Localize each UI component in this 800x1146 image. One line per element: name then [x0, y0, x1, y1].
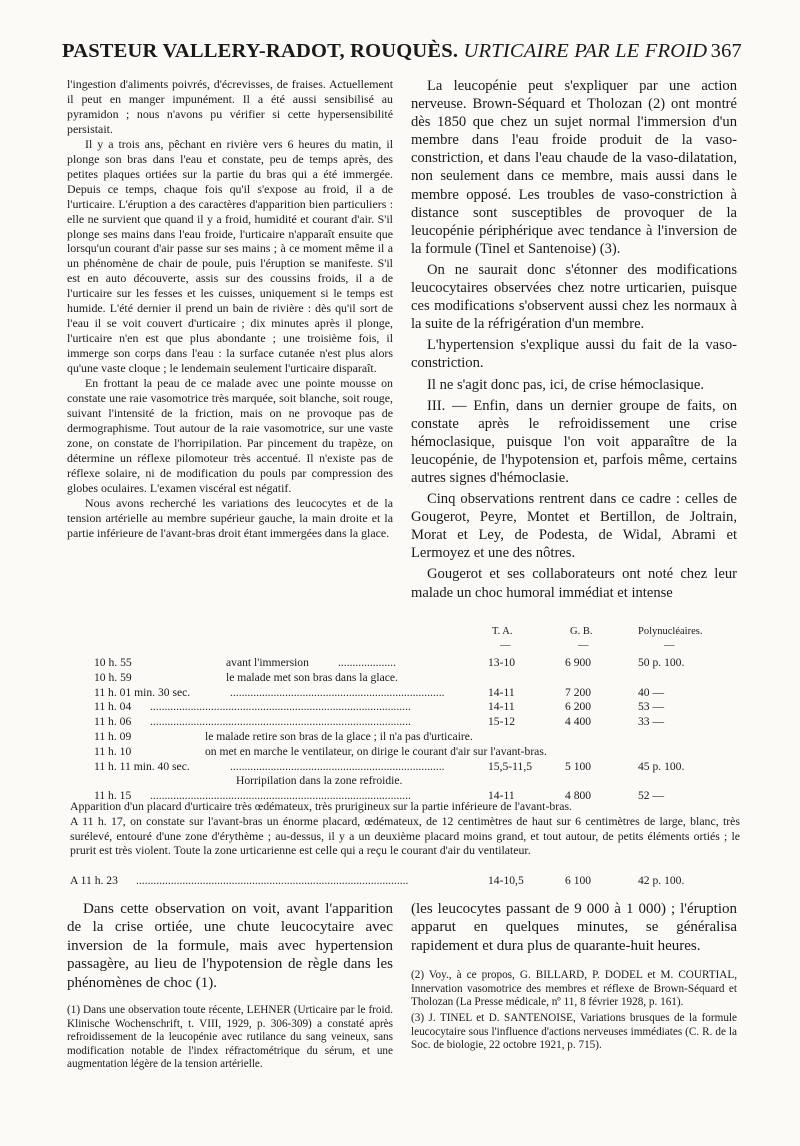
paragraph: Nous avons recherché les variations des leucocytes et de la tension artérielle au membre supérieur gauche, la main droite et la partie inférieure de l'avant-bras droit étant immergées dans la glace.	[67, 495, 393, 540]
row-dots: ....................	[338, 656, 396, 669]
table-row	[70, 874, 738, 889]
row-poly: 52 —	[638, 789, 665, 803]
left-column-top	[67, 77, 393, 541]
row-time: 11 h. 10	[94, 744, 132, 758]
table-note-2: A 11 h. 17, on constate sur l'avant-bras un énorme placard, œdémateux, de 12 centimètres de haut sur 6 centimètres de large, blanc, très surélevé, entouré d'une zone d'érythème ; au-dessus, il y a un deuxième placard moins grand, et tout autour, de petits éléments ortiés ; le prurit est très violent. Toute la zone urticarienne est celle qui a reçu le courant d'air du ventilateur.	[70, 814, 740, 858]
header-dash: —	[500, 640, 511, 651]
row-poly: 42 p. 100.	[638, 874, 685, 887]
table-row	[70, 715, 738, 730]
row-gb: 6 200	[565, 700, 592, 714]
measurement-table	[70, 626, 738, 804]
row-time: 11 h. 04	[94, 700, 132, 714]
paragraph: l'ingestion d'aliments poivrés, d'écrevisses, de fraises. Actuellement il peut en manger impunément. Il a été aussi sensibilisé au pyramidon ; nous n'avons pu vérifier si cette hypersensibilité persistait.	[67, 77, 393, 136]
table-row	[70, 656, 738, 671]
row-description: avant l'immersion	[226, 656, 309, 669]
paragraph: On ne saurait donc s'étonner des modifications leucocytaires observées chez notre urticarien, puisque ces modifications s'observent aussi chez les normaux à la suite de la réfrigération d'un membre.	[411, 261, 737, 333]
header-dash: —	[578, 640, 589, 651]
right-column-bottom	[411, 900, 737, 1053]
table-note-1: Apparition d'un placard d'urticaire très œdémateux, très prurigineux sur la partie inférieure de l'avant-bras.	[70, 799, 572, 813]
header-ta: T. A.	[492, 626, 513, 637]
row-time: 11 h. 09	[94, 729, 132, 743]
header-gb: G. B.	[570, 626, 593, 637]
row-poly: 53 —	[638, 700, 665, 714]
left-column-bottom	[67, 900, 393, 1072]
table-row	[70, 686, 738, 701]
row-ta: 15,5-11,5	[488, 759, 533, 773]
table-row	[70, 745, 738, 760]
row-dots: ..........................................................................................	[150, 789, 411, 803]
paragraph: L'hypertension s'explique aussi du fait de la vaso-constriction.	[411, 337, 737, 372]
row-gb: 4 800	[565, 789, 592, 803]
footnote: (3) J. TINEL et D. SANTENOISE, Variations brusques de la formule leucocytaire sous l'influence d'actions nerveuses immédiates (C. R. de la Soc. de biologie, 22 octobre 1921, p. 715).	[411, 1012, 737, 1052]
page-number: 367	[710, 40, 742, 62]
row-time: 10 h. 55	[94, 656, 132, 669]
paragraph: (les leucocytes passant de 9 000 à 1 000) ; l'éruption apparut en quelques minutes, se généralisa rapidement et dura plus de quarante-huit heures.	[411, 901, 737, 954]
table-row	[70, 760, 738, 775]
row-gb: 6 100	[565, 874, 592, 887]
table-row	[70, 774, 738, 789]
row-description: Horripilation dans la zone refroidie.	[236, 774, 403, 788]
row-poly: 40 —	[638, 685, 665, 699]
paragraph: En frottant la peau de ce malade avec une pointe mousse on constate une raie vasomotrice très marquée, soit blanche, soit rouge, suivant l'intensité de la friction, mais on ne provoque pas de dermographisme. Tout autour de la raie vasomotrice, sur une vaste zone, on constate de l'horripilation. Par pincement du trapèze, on détermine un réflexe pilomoteur très accentué. Il n'existe pas de réflexe solaire, ni de modification du pouls par compression des globes oculaires. L'examen viscéral est négatif.	[67, 376, 393, 495]
table-header	[70, 626, 738, 656]
row-gb: 4 400	[565, 715, 592, 729]
row-dots: ..............................................................................................	[136, 874, 409, 887]
row-description: le malade retire son bras de la glace ; il n'a pas d'urticaire.	[205, 729, 473, 743]
row-dots: ..........................................................................	[230, 759, 445, 773]
row-gb: 5 100	[565, 759, 592, 773]
row-time: 11 h. 06	[94, 715, 132, 729]
footnotes-right	[411, 969, 737, 1053]
row-dots: ..........................................................................	[230, 685, 445, 699]
row-time: A 11 h. 23	[70, 874, 118, 887]
row-ta: 14-11	[488, 789, 515, 803]
row-poly: 33 —	[638, 715, 665, 729]
row-ta: 14-10,5	[488, 874, 524, 887]
footnotes-left	[67, 1004, 393, 1072]
row-time: 10 h. 59	[94, 670, 132, 684]
header-dash: —	[664, 640, 675, 651]
row-time: 11 h. 01 min. 30 sec.	[94, 685, 191, 699]
header-authors: PASTEUR VALLERY-RADOT, ROUQUÈS.	[62, 40, 459, 62]
row-poly: 50 p. 100.	[638, 656, 685, 669]
row-gb: 6 900	[565, 656, 592, 669]
table-row	[70, 671, 738, 686]
header-poly: Polynucléaires.	[638, 626, 703, 637]
footnote: (1) Dans une observation toute récente, LEHNER (Urticaire par le froid. Klinische Wochenschrift, t. VIII, 1929, p. 306-309) a constaté après refroidissement de la leucopénie avec rutilance du sang veineux, sans modification notable de l'index réfractométrique du sérum, et une augmentation légère de la tension artérielle.	[67, 1004, 393, 1071]
row-gb: 7 200	[565, 685, 592, 699]
row-ta: 14-11	[488, 700, 515, 714]
paragraph: Dans cette observation on voit, avant l'apparition de la crise ortiée, une chute leucocytaire avec inversion de la formule, mais avec hypertension passagère, au lieu de l'hypotension de règle dans les phénomènes de choc (1).	[67, 901, 393, 991]
row-time: 11 h. 11 min. 40 sec.	[94, 759, 190, 773]
table-row	[70, 730, 738, 745]
paragraph: La leucopénie peut s'expliquer par une action nerveuse. Brown-Séquard et Tholozan (2) ont montré dès 1850 que chez un sujet normal l'immersion d'un membre dans l'eau froide produit de la vaso-constriction, et dans l'eau chaude de la vaso-dilatation, non seulement dans ce membre, mais aussi dans le membre opposé. Les troubles de vaso-constriction à distance sont susceptibles de provoquer de la leucopénie périphérique avec tendance à l'inversion de la formule (Tinel et Santenoise) (3).	[411, 78, 737, 257]
row-time: 11 h. 15	[94, 789, 132, 803]
row-description: le malade met son bras dans la glace.	[226, 670, 398, 684]
header-title: URTICAIRE PAR LE FROID	[463, 40, 708, 62]
running-header	[62, 40, 742, 63]
table-row	[70, 700, 738, 715]
paragraph: Il ne s'agit donc pas, ici, de crise hémoclasique.	[427, 376, 704, 393]
row-dots: ..........................................................................................	[150, 700, 411, 714]
row-ta: 15-12	[488, 715, 516, 729]
paragraph: Il y a trois ans, pêchant en rivière vers 6 heures du matin, il plonge son bras dans l'eau et constate, peu de temps après, des petites plaques ortiées sur la partie du bras qui a été immergée. Depuis ce temps, chaque fois qu'il s'expose au froid, il a de l'urticaire. L'éruption a des caractères d'apparition bien particuliers : elle ne survient que quand il y a froid, humidité et courant d'air. S'il plonge ses mains dans l'eau froide, l'urticaire n'apparaît ensuite que lorsqu'un courant d'air passe sur ses mains ; à ce moment même il a un phénomène de chair de poule, puis l'éruption se manifeste. S'il est en auto découverte, assis sur des coussins froids, il a de l'urticaire sur les fesses et les cuisses, uniquement si le temps est humide. L'été dernier il prend un bain de rivière : dès qu'il sort de l'eau il se voit couvert d'urticaire ; dix minutes après il plonge, l'urticaire n'en est que plus abondante ; une troisième fois, il immerge son corps dans l'eau : la surface cutanée n'est plus alors qu'une vaste cloque ; le lendemain seulement l'urticaire disparaît.	[67, 136, 393, 376]
row-description: on met en marche le ventilateur, on dirige le courant d'air sur l'avant-bras.	[205, 744, 547, 758]
paragraph: Gougerot et ses collaborateurs ont noté chez leur malade un choc humoral immédiat et intense	[411, 566, 737, 601]
paragraph: III. — Enfin, dans un dernier groupe de faits, on constate après le refroidissement une crise hémoclasique, puisque l'on voit apparaître de la leucopénie, de l'hypotension et, parfois même, certains autres signes d'hémoclasie.	[411, 397, 737, 486]
row-ta: 13-10	[488, 656, 516, 669]
row-ta: 14-11	[488, 685, 515, 699]
row-dots: ..........................................................................................	[150, 715, 411, 729]
right-column-top	[411, 77, 737, 605]
footnote: (2) Voy., à ce propos, G. BILLARD, P. DODEL et M. COURTIAL, Innervation vasomotrice des membres et réflexe de Brown-Séquard et Tholozan (La Presse médicale, nº 11, 8 février 1928, p. 161).	[411, 969, 737, 1009]
last-measurement	[70, 874, 738, 889]
paragraph: Cinq observations rentrent dans ce cadre : celles de Gougerot, Peyre, Montet et Bertillon, de Joltrain, Morat et Ley, de Podesta, de Widal, Abrami et Lermoyez et une des nôtres.	[411, 491, 737, 562]
row-poly: 45 p. 100.	[638, 759, 685, 773]
